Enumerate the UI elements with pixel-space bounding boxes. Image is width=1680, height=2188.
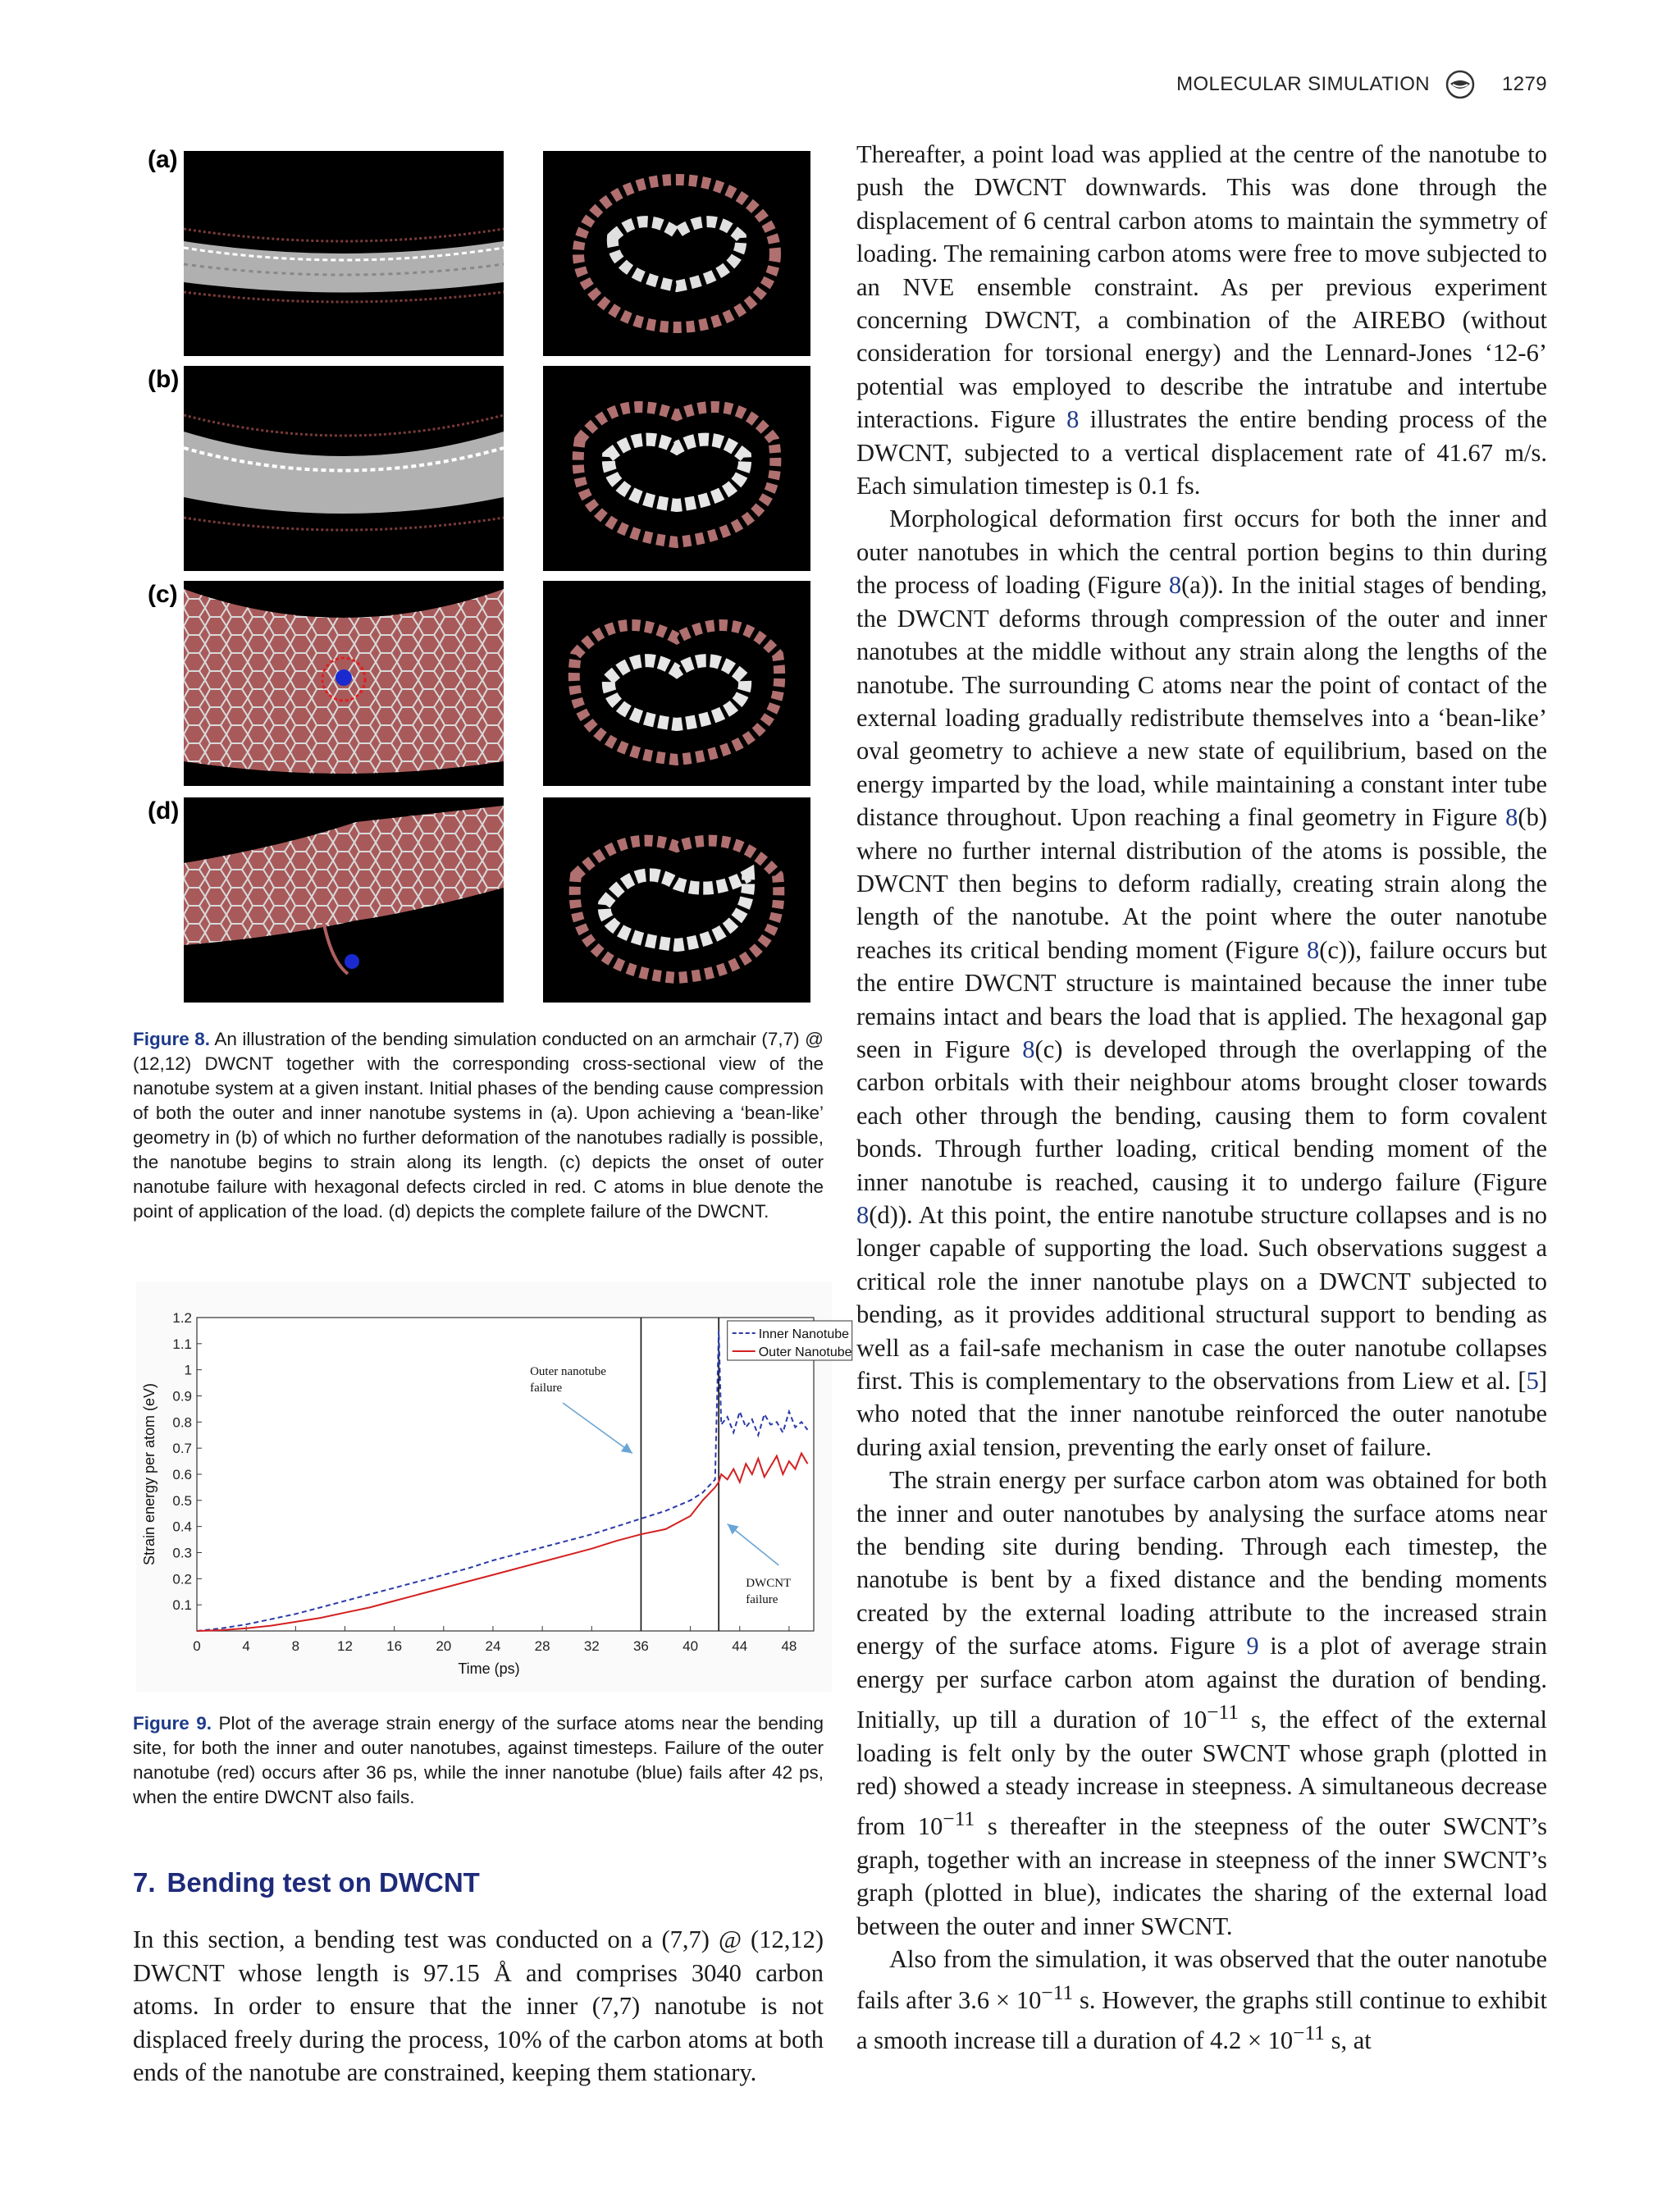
panel-d-cross-section (543, 797, 810, 1003)
journal-logo-icon (1445, 69, 1476, 100)
strain-energy-chart (136, 1281, 852, 1692)
annotation-text: failure (746, 1592, 778, 1606)
x-tick-label: 48 (781, 1638, 797, 1654)
y-tick-label: 1.1 (172, 1336, 192, 1352)
x-tick-label: 16 (386, 1638, 403, 1654)
p2-text: (b) where no further internal distribution of the atoms is possible, the DWCNT then begins to deform radially, creating strain along the length of the nanotube. At the point where the outer nanotube reaches its critical bending moment (Figure (856, 803, 1547, 964)
section-title: Bending test on DWCNT (167, 1867, 480, 1898)
figure-9-chart (136, 1281, 852, 1692)
y-tick-label: 1 (184, 1362, 192, 1378)
y-tick-label: 0.4 (172, 1519, 192, 1535)
figure-8-ref-link[interactable]: 8 (856, 1201, 870, 1229)
p2-text: Morphological deformation first occurs for both the inner and outer nanotubes in which the central portion begins to thin during the process of loading (Figure (856, 505, 1547, 600)
panel-label-a: (a) (148, 146, 178, 173)
left-column-body (133, 1923, 824, 2090)
p3-text: s, the effect of the external loading is felt only by the outer SWCNT whose graph (plotted in red) showed a steady increase in steepness. A simultaneous decrease from 10 (856, 1706, 1547, 1841)
figure-8-caption (133, 1027, 824, 1224)
y-tick-label: 0.6 (172, 1467, 192, 1482)
p2-text: (a)). In the initial stages of bending, the DWCNT deforms through compression of the outer and inner nanotubes at the middle without any strain along the lengths of the nanotube. The surrounding C atoms near the point of contact of the external loading gradually redistribute themselves into a ‘bean-like’ oval geometry to achieve a new state of equilibrium, based on the energy imparted by the load, while maintaining a constant inter tube distance throughout. Upon reaching a final geometry in Figure (856, 571, 1547, 832)
figure-8-ref-link[interactable]: 8 (1505, 803, 1518, 832)
exponent: −11 (1293, 2021, 1325, 2045)
figure-8-caption-label: Figure 8. (133, 1029, 211, 1049)
p3-text: s thereafter in the steepness of the outer SWCNT’s graph, together with an increase in steepness of the inner SWCNT’s graph (plotted in blue), indicates the sharing of the external load between the outer and inner SWCNT. (856, 1812, 1547, 1940)
annotation-text: failure (530, 1382, 563, 1395)
figure-9-caption (133, 1711, 824, 1810)
panel-a-cross-section (543, 151, 810, 356)
p1-text: illustrates the entire bending process of the DWCNT, subjected to a vertical displacement rate of 41.67 m/s. Each simulation timestep is 0.1 fs. (856, 405, 1547, 500)
page-number: 1279 (1502, 73, 1547, 95)
exponent: −11 (1207, 1701, 1239, 1724)
journal-title: MOLECULAR SIMULATION (1176, 73, 1430, 95)
p2-text: (d)). At this point, the entire nanotube structure collapses and is no longer capable of supporting the load. Such observations suggest a critical role the inner nanotube plays on a DWCNT subjected to bending, as it provides additional structural support to bending as well as a fail-safe mechanism in case the outer nanotube collapses first. This is complementary to the observations from Liew et al. [ (856, 1201, 1547, 1395)
paragraph-2 (856, 502, 1547, 1464)
y-tick-label: 0.1 (172, 1597, 192, 1614)
panel-b-cross-section (543, 366, 810, 571)
x-axis-label: Time (ps) (458, 1660, 520, 1677)
x-tick-label: 12 (337, 1638, 353, 1654)
paragraph-1 (856, 138, 1547, 502)
x-tick-label: 0 (193, 1638, 201, 1654)
figure-8-ref-link[interactable]: 8 (1306, 935, 1320, 964)
panel-a-side-view (184, 151, 504, 356)
y-tick-label: 0.7 (172, 1441, 192, 1457)
x-tick-label: 40 (682, 1638, 699, 1654)
x-tick-label: 36 (632, 1638, 649, 1654)
annotation-text: Outer nanotube (530, 1365, 606, 1379)
x-tick-label: 44 (732, 1638, 748, 1654)
figure-9-ref-link[interactable]: 9 (1246, 1632, 1259, 1660)
citation-link[interactable]: 5 (1526, 1367, 1539, 1395)
panel-c-cross-section (543, 581, 810, 786)
figure-8 (139, 146, 820, 983)
figure-8-caption-text: An illustration of the bending simulation conducted on an armchair (7,7) @ (12,12) DWCNT together with the corresponding cross-sectional view of the nanotube system at a given instant. Initial phases of the bending cause compression of both the outer and inner nanotube systems in (a). Upon achieving a ‘bean-like’ geometry in (b) of which no further deformation of the nanotubes radially is possible, the nanotube begins to strain along its length. (c) depicts the onset of outer nanotube failure with hexagonal defects circled in red. C atoms in blue denote the point of application of the load. (d) depicts the complete failure of the DWCNT. (133, 1029, 824, 1222)
panel-b-side-view (184, 366, 504, 571)
panel-label-d: (d) (148, 797, 180, 824)
right-column-body (856, 138, 1547, 2058)
p2-text: (c) is developed through the overlapping of the carbon orbitals with their neighbour atoms brought closer towards each other through the bending, causing them to form covalent bonds. Through further loading, critical bending moment of the inner nanotube is reached, causing it to undergo failure (Figure (856, 1035, 1547, 1196)
figure-9-caption-text: Plot of the average strain energy of the surface atoms near the bending site, for both the inner and outer nanotubes, against timesteps. Failure of the outer nanotube (red) occurs after 36 ps, while the inner nanotube (blue) fails after 42 ps, when the entire DWCNT also fails. (133, 1713, 824, 1807)
y-tick-label: 0.5 (172, 1492, 192, 1509)
paragraph-3 (856, 1464, 1547, 1943)
figure-8-ref-link[interactable]: 8 (1066, 405, 1080, 434)
y-tick-label: 0.3 (172, 1545, 192, 1561)
paragraph-4 (856, 1943, 1547, 2058)
section-paragraph: In this section, a bending test was conducted on a (7,7) @ (12,12) DWCNT whose length is 97.15 Å and comprises 3040 carbon atoms. In order to ensure that the inner (7,7) nanotube is not displaced freely during the process, 10% of the carbon atoms at both ends of the nanotube are constrained, keeping them stationary. (133, 1925, 824, 2086)
x-tick-label: 4 (242, 1638, 250, 1654)
p3-text: The strain energy per surface carbon atom was obtained for both the inner and outer nanotubes by analysing the surface atoms near the bending site during bending. Through each timestep, the nanotube is bent by a fixed distance and the bending moments created by the external loading attribute to the increased strain energy of the surface atoms. Figure (856, 1466, 1547, 1660)
panel-c-side-view (184, 581, 504, 786)
p1-text: Thereafter, a point load was applied at the centre of the nanotube to push the DWCNT downwards. This was done through the displacement of 6 central carbon atoms to maintain the symmetry of loading. The remaining carbon atoms were free to move subjected to an NVE ensemble constraint. As per previous experiment concerning DWCNT, a combination of the AIREBO (without consideration for torsional energy) and the Lennard-Jones ‘12-6’ potential was employed to describe the intratube and intertube interactions. Figure (856, 140, 1547, 434)
p3-text: is a plot of average strain energy per surface carbon atom against the duration of bending. Initially, up till a duration of 10 (856, 1632, 1547, 1734)
panel-d-side-view (184, 797, 504, 1003)
x-tick-label: 20 (436, 1638, 452, 1654)
figure-9-caption-label: Figure 9. (133, 1713, 212, 1733)
y-tick-label: 0.8 (172, 1414, 192, 1431)
p4-text: s, at (1324, 2026, 1372, 2055)
p2-text: ] who noted that the inner nanotube reinforced the outer nanotube during axial tension, preventing the early onset of failure. (856, 1367, 1547, 1461)
x-tick-label: 24 (485, 1638, 501, 1654)
running-header (1176, 69, 1547, 100)
y-tick-label: 1.2 (172, 1310, 192, 1326)
legend-entry: Outer Nanotube (758, 1345, 852, 1359)
legend-entry: Inner Nanotube (758, 1327, 850, 1341)
x-tick-label: 32 (583, 1638, 600, 1654)
figure-8-ref-link[interactable]: 8 (1022, 1035, 1035, 1063)
exponent: −11 (943, 1807, 975, 1831)
exponent: −11 (1041, 1980, 1074, 2004)
y-axis-label: Strain energy per atom (eV) (141, 1382, 158, 1566)
figure-8-ref-link[interactable]: 8 (1168, 571, 1182, 600)
x-tick-label: 28 (534, 1638, 550, 1654)
panel-label-c: (c) (148, 581, 178, 608)
annotation-text: DWCNT (746, 1576, 792, 1590)
y-tick-label: 0.2 (172, 1571, 192, 1587)
panel-label-b: (b) (148, 366, 180, 393)
section-heading (133, 1867, 480, 1898)
y-tick-label: 0.9 (172, 1388, 192, 1405)
section-number: 7. (133, 1867, 156, 1898)
p4-text: Also from the simulation, it was observed that the outer nanotube fails after 3.6 × 10 (856, 1945, 1547, 2014)
p4-text: s. However, the graphs still continue to exhibit a smooth increase till a duration of 4.2 × 10 (856, 1985, 1547, 2055)
p2-text: (c)), failure occurs but the entire DWCNT structure is maintained because the inner tube remains intact and bears the load that is applied. The hexagonal gap seen in Figure (856, 935, 1547, 1063)
x-tick-label: 8 (291, 1638, 300, 1654)
